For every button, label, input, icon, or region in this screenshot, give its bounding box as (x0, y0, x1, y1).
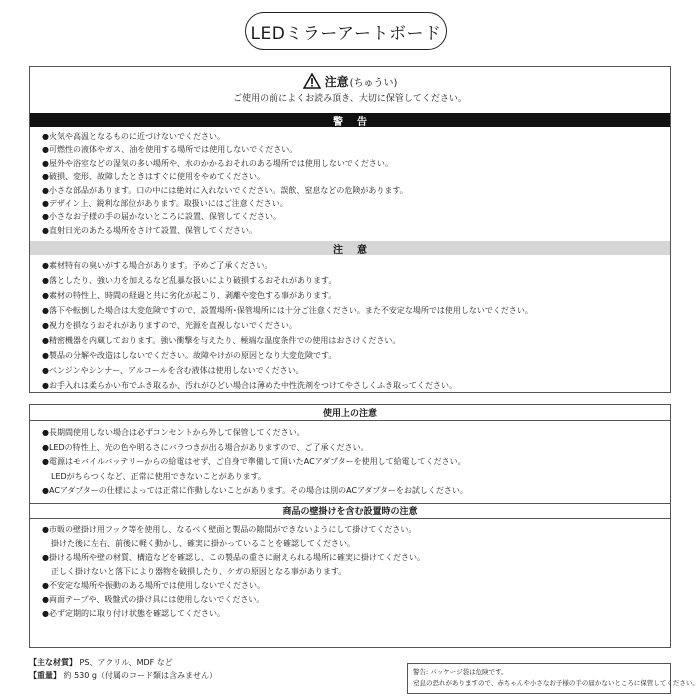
list-item: ●落下や転倒した場合は大変危険ですので、設置場所･保管場所には十分ご注意ください。また不安定な場所では使用しないでください。 (42, 306, 533, 316)
product-specs (29, 656, 217, 682)
warning-triangle-icon (303, 73, 321, 89)
weight-value: 約 530 g（付属のコード類は含みません） (63, 671, 217, 680)
package-bag-warning (407, 663, 699, 694)
usage-notice-panel (29, 404, 671, 648)
list-item: ●掛ける場所や壁の材質、構造などを確認し、この製品の重さに耐えられる場所に確実に掛けてください。 (42, 552, 425, 562)
hanging-heading: 商品の壁掛けを含む設置時の注意 (30, 503, 670, 519)
warning-band: 警告 (30, 113, 670, 127)
list-item: ●長期間使用しない場合は必ずコンセントから外して保管してください。 (42, 428, 305, 437)
list-item: 正しく掛けないと落下により器物を破損したり、ケガの原因となる事があります。 (51, 566, 347, 576)
list-item: ●素材の特性上、時間の経過と共に劣化が起こり、剥離や変色する事があります。 (42, 291, 337, 301)
list-item: ●お手入れは柔らかい布でふき取るか、汚れがひどい場合は薄めた中性洗剤をつけてやさしくふき取ってください。 (42, 381, 457, 391)
list-item: ●破損、変形、故障したときはすぐに使用をやめてください。 (42, 172, 265, 182)
warning-list (30, 130, 670, 237)
list-item: ●小さな部品があります。口の中には絶対に入れないでください。誤飲、窒息などの危険があります。 (42, 185, 408, 195)
list-item: ●ACアダプターの仕様によっては正常に作動しないことがあります。その場合は別のACアダプターをお試しください。 (42, 486, 468, 495)
list-item: 掛けた後に左右、前後に軽く動かし、確実に掛かっていることを確認してください。 (51, 538, 355, 548)
list-item: ●直射日光のあたる場所をさけて設置、保管してください。 (42, 225, 257, 235)
bag-warning-line-1: 警告: パッケージ袋は危険です。 (413, 668, 508, 676)
list-item: ●視力を損なうおそれがありますので、光源を直視しないでください。 (42, 321, 297, 331)
material-label: 【主な材質】 (29, 658, 77, 667)
attention-list (30, 258, 670, 393)
hanging-list (30, 523, 670, 621)
weight-line (29, 669, 217, 682)
usage-heading: 使用上の注意 (30, 405, 670, 421)
caution-heading (30, 73, 670, 89)
list-item: ●市販の壁掛け用フック等を使用し、なるべく壁面と製品の隙間ができないようにして掛けてください。 (42, 524, 417, 534)
list-item: LEDがちらつくなど、正常に使用できないことがあります。 (51, 471, 266, 481)
material-value: PS、アクリル、MDF など (79, 658, 173, 667)
list-item: ●製品の分解や改造はしないでください。故障やけがの原因となり大変危険です。 (42, 351, 337, 361)
material-line (29, 656, 217, 669)
list-item: ●必ず定期的に取り付け状態を確認してください。 (42, 608, 225, 618)
list-item: ●両面テープや、吸盤式の掛け具には使用しないでください。 (42, 594, 265, 604)
attention-band: 注意 (30, 241, 670, 255)
caution-heading-text: 注意 (324, 74, 349, 89)
list-item: ●電源はモバイルバッテリーからの給電はせず、ご自身で準備して頂いたACアダプターを使用して給電してください。 (42, 457, 466, 466)
list-item: ●火気や高温となるものに近づけないでください。 (42, 132, 225, 141)
list-item: ●屋外や浴室などの湿気の多い場所や、水のかかるおそれのある場所では使用しないでください。 (42, 158, 393, 168)
bag-warning-line-2: 窒息の恐れがありますので、赤ちゃんや小さなお子様の手の届かないところに保管してください。 (413, 679, 699, 687)
list-item: ●LEDの特性上、光の色や明るさにバラつきが出る場合がありますので、ご了承ください。 (42, 442, 369, 452)
list-item: ●小さなお子様の手の届かないところに設置、保管してください。 (42, 212, 281, 222)
weight-label: 【重量】 (29, 671, 61, 680)
list-item: ●デザイン上、鋭利な部位があります。取扱いにはご注意ください。 (42, 198, 288, 208)
list-item: ●精密機器を内蔵しております。強い衝撃を与えたり、極端な温度条件での使用はおさけください。 (42, 336, 401, 346)
list-item: ●不安定な場所や振動のある場所では使用しないでください。 (42, 580, 265, 590)
list-item: ●可燃性の液体やガス、油を使用する場所では使用しないでください。 (42, 145, 298, 155)
safety-notice-panel (29, 66, 671, 393)
caution-note: ご使用の前によくお読み頂き、大切に保管してください。 (233, 94, 467, 104)
list-item: ●落としたり、強い力を加えるなど乱暴な扱いにより破損するおそれがあります。 (42, 276, 337, 286)
caution-reading: (ちゅうい) (349, 77, 398, 89)
product-title: LEDミラーアートボード (245, 12, 447, 50)
list-item: ●素材特有の臭いがする場合があります。予めご了承ください。 (42, 261, 273, 271)
usage-list (30, 426, 670, 499)
list-item: ●ベンジンやシンナー、アルコールを含む液体は使用しないでください。 (42, 366, 304, 376)
